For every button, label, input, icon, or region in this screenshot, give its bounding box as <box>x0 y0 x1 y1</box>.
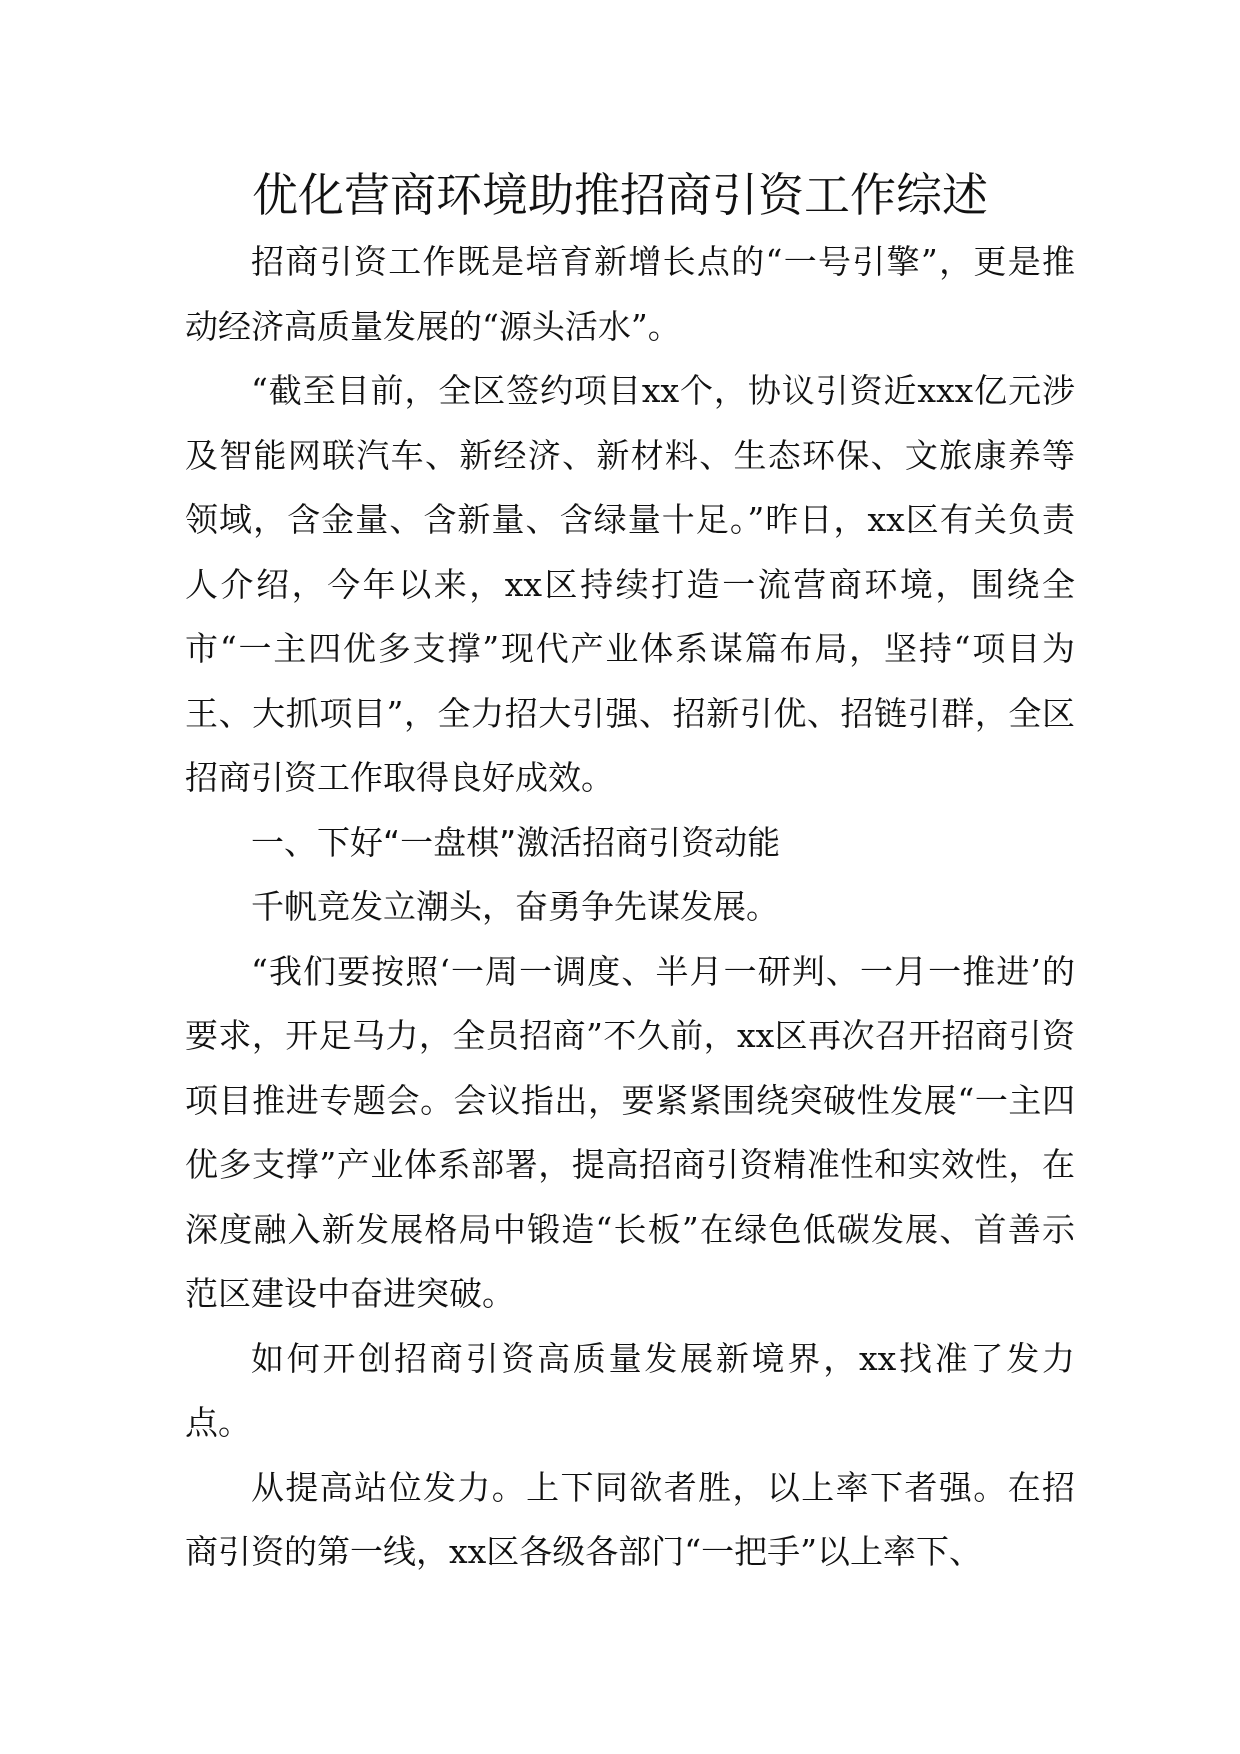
paragraph-positioning: 从提高站位发力。上下同欲者胜，以上率下者强。在招商引资的第一线，xx区各级各部门“一把手”以上率下、 <box>185 1467 1075 1571</box>
paragraph-intro: 招商引资工作既是培育新增长点的“一号引擎”，更是推动经济高质量发展的“源头活水”。 <box>185 242 1075 346</box>
paragraph-progress: “截至目前，全区签约项目xx个，协议引资近xxx亿元涉及智能网联汽车、新经济、新材料、生态环保、文旅康养等领域，含金量、含新量、含绿量十足。”昨日，xx区有关负责人介绍，今年以来，xx区持续打造一流营商环境，围绕全市“一主四优多支撑”现代产业体系谋篇布局，坚持“项目为王、大抓项目”，全力招大引强、招新引优、招链引群，全区招商引资工作取得良好成效。 <box>185 371 1075 797</box>
paragraph-meeting: “我们要按照‘一周一调度、半月一研判、一月一推进’的要求，开足马力，全员招商”不久前，xx区再次召开招商引资项目推进专题会。会议指出，要紧紧围绕突破性发展“一主四优多支撑”产业体系部署，提高招商引资精准性和实效性，在深度融入新发展格局中锻造“长板”在绿色低碳发展、首善示范区建设中奋进突破。 <box>185 951 1075 1313</box>
document-body <box>185 230 1075 1585</box>
paragraph-question: 如何开创招商引资高质量发展新境界，xx找准了发力点。 <box>185 1338 1075 1442</box>
section-heading-1: 一、下好“一盘棋”激活招商引资动能 <box>251 822 781 862</box>
paragraph-section-lead: 千帆竞发立潮头，奋勇争先谋发展。 <box>251 887 779 926</box>
document-title: 优化营商环境助推招商引资工作综述 <box>252 168 988 222</box>
